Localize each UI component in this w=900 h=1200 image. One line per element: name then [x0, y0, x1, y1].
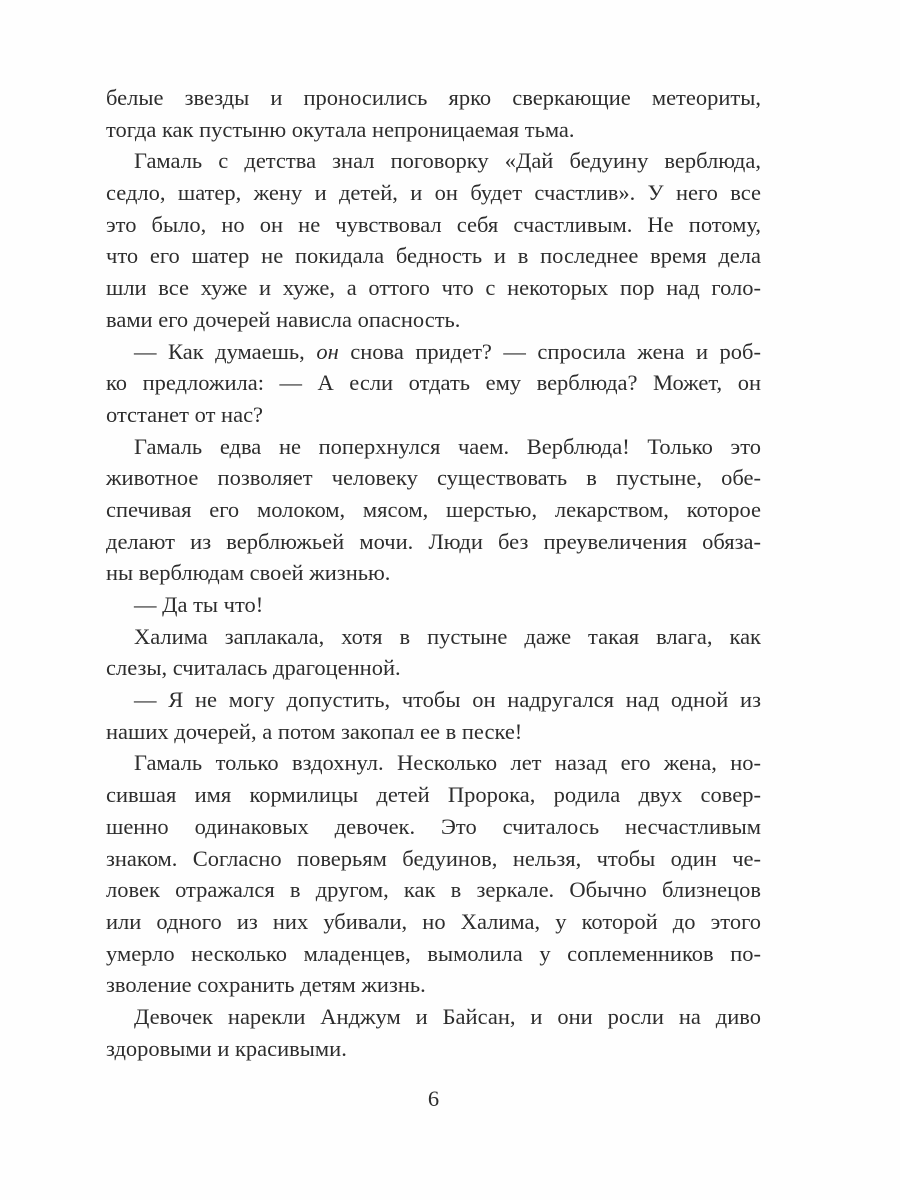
text-segment: седло, шатер, жену и детей, и он будет счастлив». У него все	[106, 180, 761, 206]
text-line	[106, 652, 761, 684]
text-segment: Гамаль только вздохнул. Несколько лет назад его жена, но-	[134, 750, 761, 776]
text-line	[106, 367, 761, 399]
text-line	[106, 82, 761, 114]
paragraph	[106, 747, 761, 1001]
text-line	[106, 209, 761, 241]
paragraph	[106, 589, 761, 621]
text-line	[106, 494, 761, 526]
text-segment: это было, но он не чувствовал себя счастливым. Не потому,	[106, 211, 761, 237]
paragraph	[106, 684, 761, 747]
text-segment: спечивая его молоком, мясом, шерстью, лекарством, которое	[106, 496, 761, 522]
text-segment: или одного из них убивали, но Халима, у которой до этого	[106, 908, 761, 934]
italic-word: он	[316, 338, 339, 364]
text-line	[106, 969, 761, 1001]
text-line	[106, 938, 761, 970]
text-line	[106, 811, 761, 843]
text-line	[106, 462, 761, 494]
page-text	[106, 82, 761, 1064]
text-line	[106, 779, 761, 811]
paragraph	[106, 145, 761, 335]
text-line	[106, 557, 761, 589]
text-line	[106, 1001, 761, 1033]
paragraph	[106, 82, 761, 145]
text-segment: Гамаль с детства знал поговорку «Дай бедуину верблюда,	[134, 148, 761, 174]
text-segment: Халима заплакала, хотя в пустыне даже такая влага, как	[134, 623, 761, 649]
text-segment: — Я не могу допустить, чтобы он надругался над одной из	[134, 687, 761, 713]
text-line	[106, 177, 761, 209]
text-line	[106, 589, 761, 621]
paragraph	[106, 1001, 761, 1064]
text-line	[106, 906, 761, 938]
text-line	[106, 431, 761, 463]
text-segment: шли все хуже и хуже, а оттого что с некоторых пор над голо-	[106, 275, 761, 301]
text-segment: — Как думаешь,	[134, 338, 317, 364]
text-line	[106, 621, 761, 653]
text-segment: ловек отражался в другом, как в зеркале. Обычно близнецов	[106, 877, 761, 903]
text-line	[106, 843, 761, 875]
paragraph	[106, 431, 761, 589]
page-number: 6	[427, 1086, 440, 1111]
text-line	[106, 526, 761, 558]
text-line	[106, 874, 761, 906]
text-line	[106, 240, 761, 272]
text-segment: зволение сохранить детям жизнь.	[106, 972, 426, 998]
text-segment: тогда как пустыню окутала непроницаемая тьма.	[106, 116, 575, 142]
text-segment: Девочек нарекли Анджум и Байсан, и они росли на диво	[134, 1003, 761, 1029]
text-line	[106, 747, 761, 779]
text-segment: что его шатер не покидала бедность и в последнее время дела	[106, 243, 761, 269]
text-segment: белые звезды и проносились ярко сверкающие метеориты,	[106, 85, 761, 110]
text-segment: вами его дочерей нависла опасность.	[106, 306, 461, 332]
text-line	[106, 399, 761, 431]
text-line	[106, 1033, 761, 1065]
paragraph	[106, 621, 761, 684]
paragraph	[106, 336, 761, 431]
text-line	[106, 716, 761, 748]
text-segment: шенно одинаковых девочек. Это считалось несчастливым	[106, 813, 761, 839]
text-segment: умерло несколько младенцев, вымолила у соплеменников по-	[106, 940, 761, 966]
text-segment: отстанет от нас?	[106, 401, 264, 427]
text-segment: Гамаль едва не поперхнулся чаем. Верблюда! Только это	[134, 433, 761, 459]
text-segment: — Да ты что!	[134, 592, 264, 617]
text-segment: здоровыми и красивыми.	[106, 1035, 347, 1061]
text-segment: делают из верблюжьей мочи. Люди без преувеличения обяза-	[106, 528, 761, 554]
text-line	[106, 272, 761, 304]
text-segment: знаком. Согласно поверьям бедуинов, нельзя, чтобы один че-	[106, 845, 761, 871]
text-line	[106, 336, 761, 368]
text-segment: снова придет? — спросила жена и роб-	[338, 338, 761, 364]
text-line	[106, 304, 761, 336]
text-segment: сившая имя кормилицы детей Пророка, родила двух совер-	[106, 782, 761, 808]
text-segment: слезы, считалась драгоценной.	[106, 655, 401, 681]
text-segment: животное позволяет человеку существовать в пустыне, обе-	[106, 465, 761, 491]
text-segment: наших дочерей, а потом закопал ее в песке!	[106, 718, 523, 744]
text-line	[106, 114, 761, 146]
text-segment: ко предложила: — А если отдать ему верблюда? Может, он	[106, 370, 761, 396]
text-segment: ны верблюдам своей жизнью.	[106, 560, 391, 586]
text-line	[106, 145, 761, 177]
text-line	[106, 684, 761, 716]
